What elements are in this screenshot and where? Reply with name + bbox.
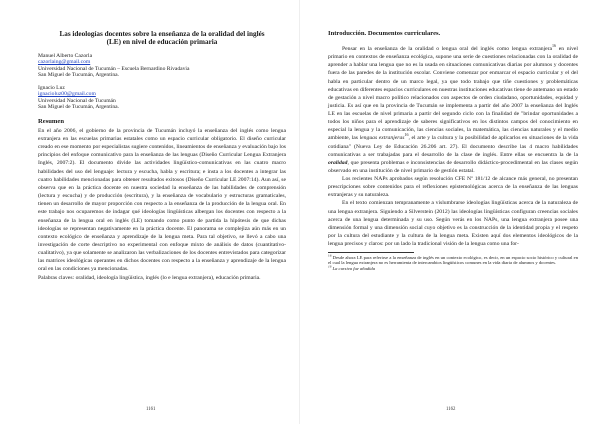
author-name: Manuel Alberto Cazorla [38, 52, 93, 59]
footnote-divider [328, 252, 414, 253]
title-line-1: Las ideologías docentes sobre la enseñanza de la oralidad del inglés [59, 30, 265, 38]
paragraph-1: Pensar en la enseñanza de la oralidad o lengua oral del inglés como lengua extranjera$^{16}$ en nivel primario en contextos de enseñanza ecológica, supone una serie de cuestiones relacionadas con la oralidad de aprender a hablar una lengua que no es la usada en situaciones comunicativas diarias por alumnos y docentes fuera de las paredes de la institución escolar. Conviene comenzar por enmarcar el espacio curricular y el del habla en particular dentro de un marco legal, ya que todo trabajo que tiñe cuestiones y problemáticas educativas en diferentes espacios curriculares en nuestras instituciones educativas tiene de antemano un estado de gestación a nivel macro político relacionados con aspectos de orden ciudadano, oportunidades, equidad y justicia. Es así que en la provincia de Tucumán se implementa a partir del año 2007 la enseñanza del Inglés LE en las escuelas de nivel primaria a partir del segundo ciclo con la finalidad de "brindar oportunidades a todos los niños para el aprendizaje de saberes significativos en los distintos campos del conocimiento en especial la lengua y la comunicación, las ciencias sociales, la matemática, las ciencias naturales y el medio ambiente, las lenguas extranjeras$^{16}$, el arte y la cultura y la posibilidad de aplicarlos en situaciones de la vida cotidiana" (Nueva Ley de Educación 26.206 art. 27). El documento describe las 4 macro habilidades comunicativas a ser trabajadas para el desarrollo de la clase de inglés. Entre ellas se encuentra la de la oralidad, que presenta problemas e inconsistencias de desarrollo didáctico-procedimental en las clases según observado en una institución de nivel primario de gestión estatal. [328, 43, 579, 174]
author-place: San Miguel de Tucumán, Argentina. [38, 104, 120, 111]
emphasis-oralidad: oralidad [328, 159, 348, 166]
author-place: San Miguel de Tucumán, Argentina. [38, 72, 120, 79]
abstract-paragraph: En el año 2006, el gobierno de la provincia de Tucumán incluyó la enseñanza del inglés como lengua extranjera en las escuelas primarias estatales como un espacio curricular obligatorio. El diseño curricular creado en ese momento por especialistas sugiere contenidos, lineamientos de enseñanza y evaluación bajo los principios del enfoque comunicativo para la enseñanza de las lenguas (Diseño Curricular Lengua Extranjera Inglés, 2007:2). El documento divide las actividades lingüístico-comunicativas en las cuatro macro habilidades del uso del lenguaje: lectura y escucha, habla y escritura; e insta a los docentes a integrar las cuatro habilidades mencionadas para obtener resultados exitosos (Diseño Curricular LE 2007:14). Aun así, se observa que en la práctica docente en nuestra sociedad la enseñanza de las habilidades de comprensión (lectura y escucha) y de producción (escritura), y la enseñanza de vocabulario y estructuras gramaticales, tienen un desarrollo de mayor proporción con respecto a la enseñanza de la producción de la lengua oral. En este trabajo nos ocuparemos de indagar qué ideologías lingüísticas albergan los docentes con respecto a la enseñanza de la lengua oral en inglés (LE) tomando como punto de partida la hipótesis de que dichas ideologías se representan negativamente en la práctica docente. El panorama se complejiza aún más en un contexto ecológico de enseñanza y aprendizaje de la lengua meta. Para tal objetivo, se llevó a cabo una investigación de corte descriptivo no experimental con enfoque mixto de análisis de datos (cuantitativo-cualitativo), ya que solamente se analizaron las verbalizaciones de los docentes entrevistados para categorizar las matrices ideológicas operantes en dichos docentes con respecto a la enseñanza y aprendizaje de la lengua oral en las condiciones ya mencionadas. [38, 127, 286, 273]
page-number-right: 1162 [446, 407, 456, 412]
footnote-1: $^{16}$ Desde ahora LE para referirse a la enseñanza de inglés en un contexto ecológico, es decir, en un espacio socio histórico y cultural en el cual la lengua extranjera no es herramienta de intercambios lingüísticos comunes en la vida diaria de alumnos y docentes. [328, 253, 578, 266]
paragraph-2: Los recientes NAPs aprobados según resolución CFE Nº 181/12 de alcance más general, no presentan prescripciones sobre contenidos para el reflexiones epistemológicas acerca de la enseñanza de las lenguas extranjeras y su naturaleza. [328, 176, 578, 199]
keywords: Palabras claves: oralidad, ideología lingüística, inglés (lo e lengua extranjera), educación primaria. [38, 274, 261, 281]
right-page [300, 0, 600, 424]
author-name: Ignacio Luz [38, 84, 65, 91]
emphasis: lenguas extranjeras [359, 135, 405, 142]
footnote-ref: 16 [552, 43, 557, 49]
author-affiliation: Universidad Nacional de Tucumán – Escuela Bernardino Rivadavia [38, 65, 190, 72]
abstract-text [38, 127, 286, 282]
author-block-2 [38, 85, 286, 111]
section-heading: Introducción. Documentos curriculares. [328, 30, 441, 37]
author-block-1 [38, 53, 286, 79]
intro-text [328, 45, 578, 248]
paragraph-3: En el texto comienzan tempranamente a vislumbrarse ideologías lingüísticas acerca de la naturaleza de una lengua extranjera. Siguiendo a Silverstein (2012) las ideologías lingüísticas configuran creencias sociales acerca de una lengua determinada y su uso. Según verás en los NAPs, una lengua extranjera posee una dimensión formal y una dimensión social cuyo objetivo es la construcción de la identidad propia y el respeto por la cultura del estudiante y la cultura de la lengua meta. Existen aquí dos elementos ideológicos de la lengua precisos y claros: por un lado la tradicional visión de la lengua como una for- [328, 200, 578, 247]
page-number-left: 1161 [146, 407, 156, 412]
footnote-2: $^{16}$ La cursiva fue añadida [328, 264, 376, 271]
author-email-link[interactable]: ignacioluz00@gmail.com [38, 91, 96, 98]
title-line-2: (LE) en nivel de educación primaria [106, 38, 218, 47]
author-email-link[interactable]: cazorlaing@gmail.com [38, 59, 91, 66]
abstract-heading: Resumen [38, 117, 65, 125]
footnote-ref: 16 [404, 132, 409, 138]
author-affiliation: Universidad Nacional de Tucumán [38, 97, 116, 104]
paper-title [38, 30, 286, 47]
